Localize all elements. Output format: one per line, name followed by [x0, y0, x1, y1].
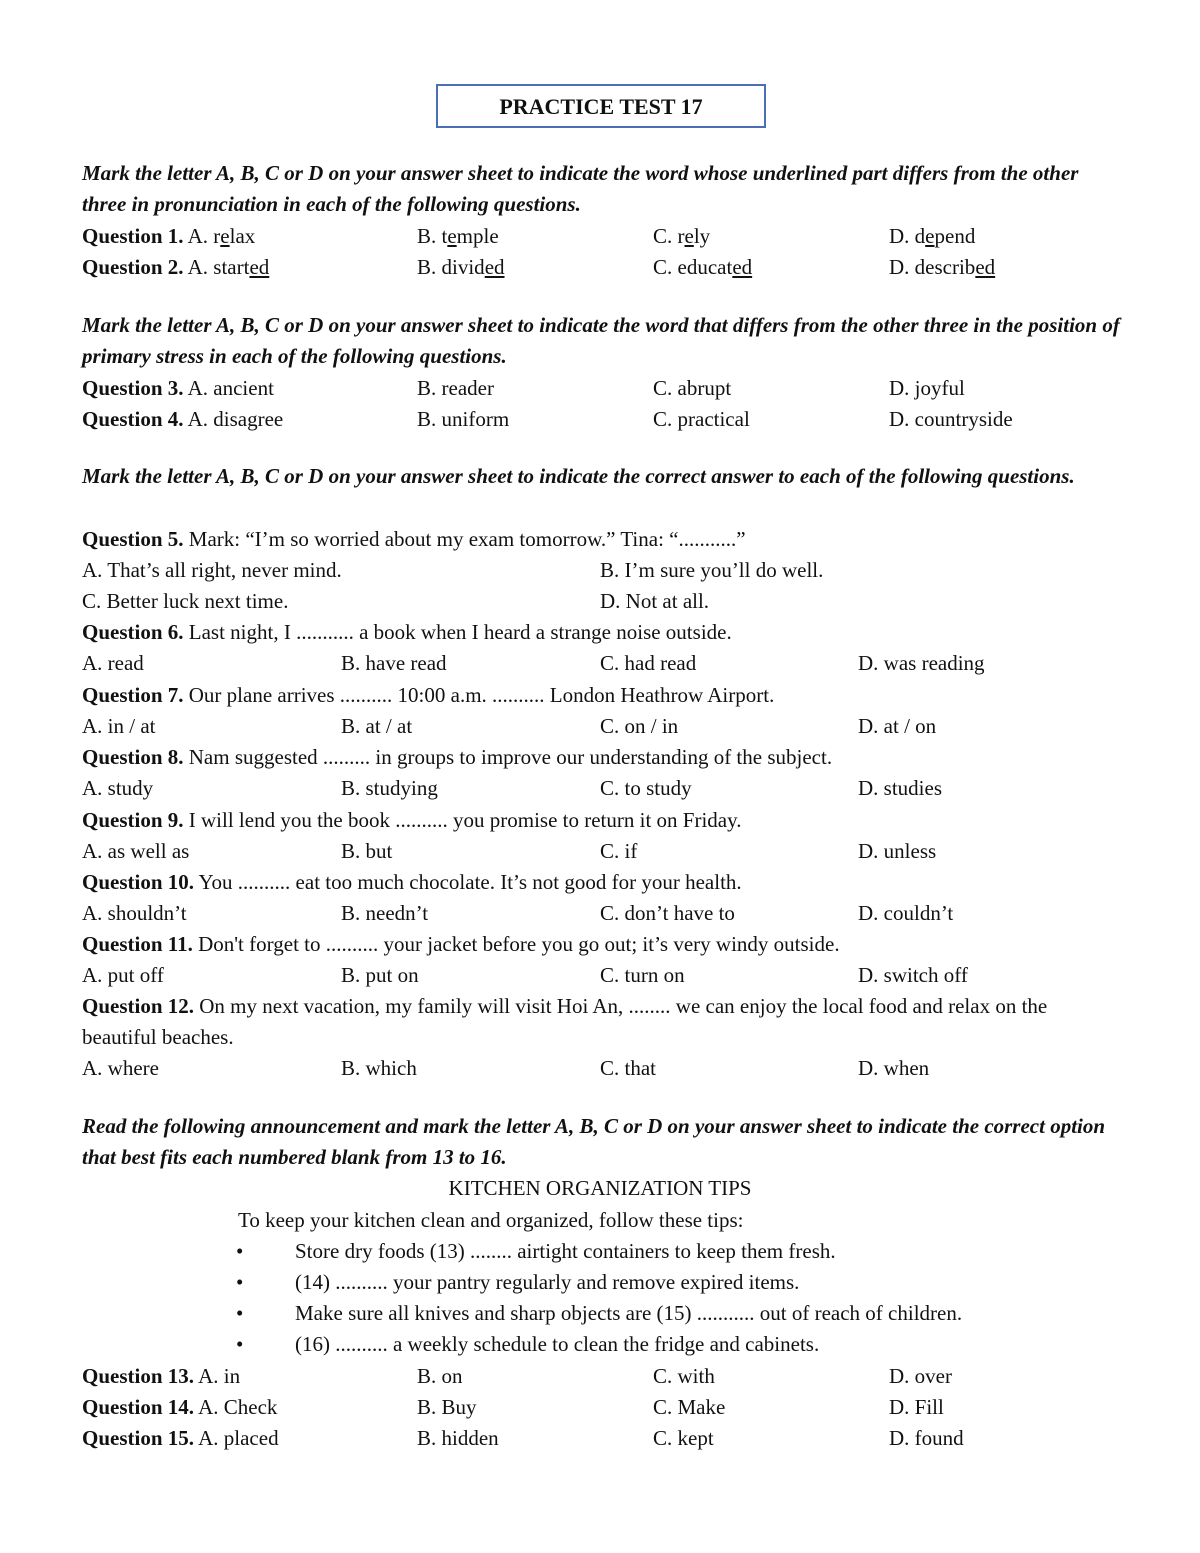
question-5-stem: Question 5. Mark: “I’m so worried about my exam tomorrow.” Tina: “...........” — [82, 527, 746, 551]
q9-option-b[interactable]: B. but — [341, 839, 393, 863]
q15-option-b[interactable]: B. hidden — [417, 1426, 499, 1450]
q14-option-c[interactable]: C. Make — [653, 1395, 726, 1419]
q2-option-d[interactable]: D. described — [889, 255, 996, 279]
question-9-options — [82, 836, 1122, 867]
question-13-label: Question 13. — [82, 1364, 195, 1388]
q14-option-b[interactable]: B. Buy — [417, 1395, 477, 1419]
q11-option-a[interactable]: A. put off — [82, 963, 164, 987]
q4-option-c[interactable]: C. practical — [653, 407, 750, 431]
q11-option-c[interactable]: C. turn on — [600, 963, 685, 987]
question-9-label: Question 9. — [82, 808, 184, 832]
q9-option-a[interactable]: A. as well as — [82, 839, 190, 863]
bullet-icon: • — [236, 1239, 244, 1263]
q1-option-c[interactable]: C. rely — [653, 224, 711, 248]
question-15-label: Question 15. — [82, 1426, 195, 1450]
question-12-label: Question 12. — [82, 994, 195, 1018]
q4-option-d[interactable]: D. countryside — [889, 407, 1013, 431]
q5-option-b[interactable]: B. I’m sure you’ll do well. — [600, 558, 824, 582]
q10-option-c[interactable]: C. don’t have to — [600, 901, 735, 925]
q9-option-d[interactable]: D. unless — [858, 839, 937, 863]
q14-option-d[interactable]: D. Fill — [889, 1395, 944, 1419]
tip-item: Store dry foods (13) ........ airtight containers to keep them fresh. — [295, 1239, 836, 1263]
q1-option-a[interactable]: A. relax — [187, 224, 256, 248]
question-7-label: Question 7. — [82, 683, 184, 707]
q1-option-d[interactable]: D. depend — [889, 224, 976, 248]
question-1-row — [82, 221, 1122, 252]
q9-option-c[interactable]: C. if — [600, 839, 638, 863]
q7-option-a[interactable]: A. in / at — [82, 714, 156, 738]
question-3-row — [82, 373, 1122, 404]
q13-option-a[interactable]: A. in — [198, 1364, 241, 1388]
question-2-row — [82, 252, 1122, 283]
page-title: PRACTICE TEST 17 — [436, 84, 766, 128]
q12-option-d[interactable]: D. when — [858, 1056, 930, 1080]
q10-option-a[interactable]: A. shouldn’t — [82, 901, 187, 925]
question-11-label: Question 11. — [82, 932, 193, 956]
announcement-heading: KITCHEN ORGANIZATION TIPS — [448, 1176, 752, 1200]
question-11-options — [82, 960, 1122, 991]
q6-option-c[interactable]: C. had read — [600, 651, 697, 675]
question-13-row — [82, 1361, 1122, 1392]
q12-option-b[interactable]: B. which — [341, 1056, 417, 1080]
question-4-row — [82, 404, 1122, 435]
q8-option-c[interactable]: C. to study — [600, 776, 692, 800]
question-3-label: Question 3. — [82, 376, 184, 400]
q8-option-b[interactable]: B. studying — [341, 776, 438, 800]
pronunciation-instruction: Mark the letter A, B, C or D on your answer sheet to indicate the word whose underlined part differs from the other three in pronunciation in each of the following questions. — [82, 161, 1079, 216]
stress-instruction: Mark the letter A, B, C or D on your answer sheet to indicate the word that differs from the other three in the position of primary stress in each of the following questions. — [82, 313, 1120, 368]
q11-option-b[interactable]: B. put on — [341, 963, 419, 987]
question-10-stem: Question 10. You .......... eat too much chocolate. It’s not good for your health. — [82, 870, 742, 894]
bullet-icon: • — [236, 1301, 244, 1325]
announcement-intro: To keep your kitchen clean and organized, follow these tips: — [238, 1208, 744, 1232]
question-10-label: Question 10. — [82, 870, 195, 894]
question-10-options — [82, 898, 1122, 929]
tip-item: (16) .......... a weekly schedule to clean the fridge and cabinets. — [295, 1332, 820, 1356]
q5-option-a[interactable]: A. That’s all right, never mind. — [82, 558, 342, 582]
q13-option-c[interactable]: C. with — [653, 1364, 715, 1388]
question-8-options — [82, 773, 1122, 804]
q15-option-d[interactable]: D. found — [889, 1426, 964, 1450]
q3-option-d[interactable]: D. joyful — [889, 376, 965, 400]
reading-instruction: Read the following announcement and mark the letter A, B, C or D on your answer sheet to indicate the correct option that best fits each numbered blank from 13 to 16. — [82, 1114, 1106, 1169]
tip-item: Make sure all knives and sharp objects are (15) ........... out of reach of children. — [295, 1301, 963, 1325]
question-12-options — [82, 1053, 1122, 1084]
question-15-row — [82, 1423, 1122, 1454]
q7-option-b[interactable]: B. at / at — [341, 714, 413, 738]
q4-option-b[interactable]: B. uniform — [417, 407, 510, 431]
q15-option-c[interactable]: C. kept — [653, 1426, 714, 1450]
q4-option-a[interactable]: A. disagree — [187, 407, 284, 431]
q12-option-a[interactable]: A. where — [82, 1056, 159, 1080]
q2-option-a[interactable]: A. started — [187, 255, 270, 279]
question-6-stem: Question 6. Last night, I ........... a book when I heard a strange noise outside. — [82, 620, 732, 644]
question-11-stem: Question 11. Don't forget to .......... your jacket before you go out; it’s very windy outside. — [82, 932, 840, 956]
question-2-label: Question 2. — [82, 255, 184, 279]
question-7-stem: Question 7. Our plane arrives .......... 10:00 a.m. .......... London Heathrow Airport. — [82, 683, 775, 707]
q2-option-c[interactable]: C. educated — [653, 255, 753, 279]
q14-option-a[interactable]: A. Check — [198, 1395, 278, 1419]
q12-option-c[interactable]: C. that — [600, 1056, 656, 1080]
question-5-options-row-2 — [82, 586, 1122, 617]
q7-option-c[interactable]: C. on / in — [600, 714, 679, 738]
q6-option-d[interactable]: D. was reading — [858, 651, 985, 675]
q10-option-b[interactable]: B. needn’t — [341, 901, 429, 925]
question-7-options — [82, 711, 1122, 742]
q1-option-b[interactable]: B. temple — [417, 224, 499, 248]
question-1-label: Question 1. — [82, 224, 184, 248]
question-14-label: Question 14. — [82, 1395, 195, 1419]
q5-option-c[interactable]: C. Better luck next time. — [82, 589, 289, 613]
q8-option-d[interactable]: D. studies — [858, 776, 942, 800]
tip-item: (14) .......... your pantry regularly and remove expired items. — [295, 1270, 800, 1294]
question-8-stem: Question 8. Nam suggested ......... in groups to improve our understanding of the subject. — [82, 745, 833, 769]
q13-option-b[interactable]: B. on — [417, 1364, 463, 1388]
question-4-label: Question 4. — [82, 407, 184, 431]
q2-option-b[interactable]: B. divided — [417, 255, 505, 279]
q8-option-a[interactable]: A. study — [82, 776, 154, 800]
question-5-options-row-1 — [82, 555, 1122, 586]
grammar-instruction: Mark the letter A, B, C or D on your answer sheet to indicate the correct answer to each of the following questions. — [82, 464, 1075, 488]
q10-option-d[interactable]: D. couldn’t — [858, 901, 954, 925]
question-6-label: Question 6. — [82, 620, 184, 644]
q11-option-d[interactable]: D. switch off — [858, 963, 968, 987]
question-8-label: Question 8. — [82, 745, 184, 769]
q3-option-c[interactable]: C. abrupt — [653, 376, 732, 400]
q15-option-a[interactable]: A. placed — [198, 1426, 279, 1450]
q3-option-b[interactable]: B. reader — [417, 376, 494, 400]
question-5-label: Question 5. — [82, 527, 184, 551]
question-12-stem: Question 12. On my next vacation, my family will visit Hoi An, ........ we can enjoy the local food and relax on the beautiful beaches. — [82, 994, 1048, 1049]
q7-option-d[interactable]: D. at / on — [858, 714, 937, 738]
bullet-icon: • — [236, 1270, 244, 1294]
q5-option-d[interactable]: D. Not at all. — [600, 589, 710, 613]
q3-option-a[interactable]: A. ancient — [187, 376, 274, 400]
question-6-options — [82, 648, 1122, 679]
question-9-stem: Question 9. I will lend you the book .......... you promise to return it on Friday. — [82, 808, 742, 832]
q13-option-d[interactable]: D. over — [889, 1364, 952, 1388]
question-14-row — [82, 1392, 1122, 1423]
q6-option-b[interactable]: B. have read — [341, 651, 447, 675]
bullet-icon: • — [236, 1332, 244, 1356]
q6-option-a[interactable]: A. read — [82, 651, 144, 675]
